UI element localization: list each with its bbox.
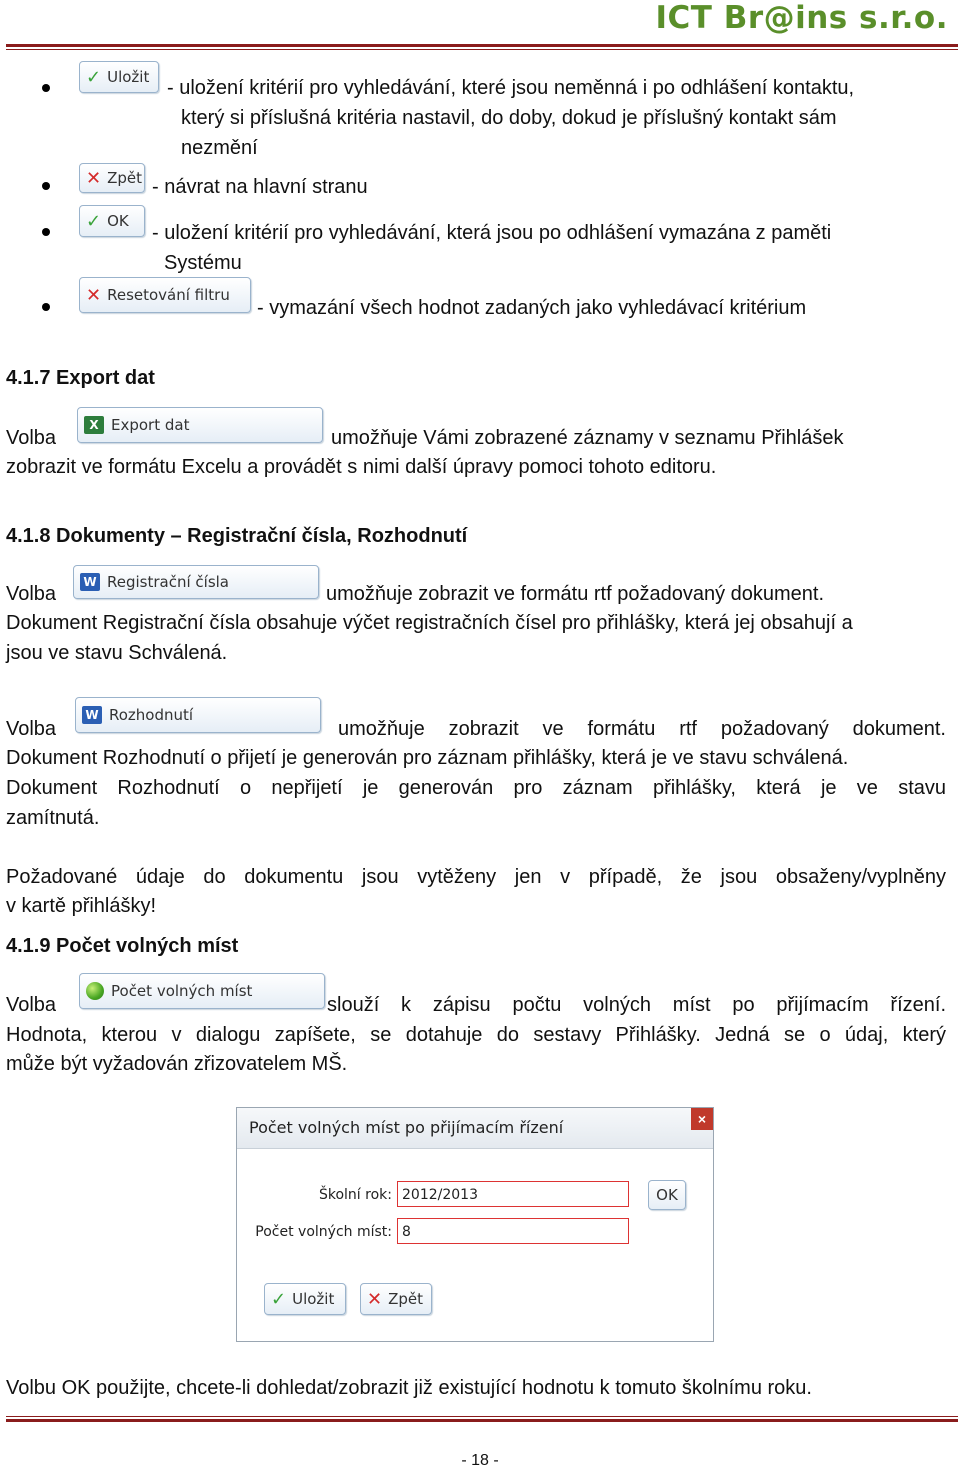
list-item-text: - uložení kritérií pro vyhledávání, které jsou neměnná i po odhlášení kontaktu, — [167, 77, 855, 99]
section-heading-documents: 4.1.8 Dokumenty – Registrační čísla, Rozhodnutí — [6, 525, 468, 547]
ok-button-label: OK — [107, 212, 129, 230]
seats-field[interactable]: 8 — [397, 1218, 629, 1244]
section-heading-seats: 4.1.9 Počet volných míst — [6, 935, 239, 957]
bullet — [42, 182, 50, 190]
reset-filter-button[interactable] — [79, 277, 251, 313]
free-seats-button[interactable] — [79, 973, 325, 1009]
paragraph-text: Požadované údaje do dokumentu jsou vytěženy jen v případě, že jsou obsaženy/vyplněny — [6, 866, 946, 888]
list-item-text: - návrat na hlavní stranu — [152, 176, 368, 198]
volba-label: Volba — [6, 427, 57, 449]
registration-numbers-button[interactable] — [73, 565, 319, 599]
paragraph-text: Dokument Rozhodnutí o nepřijetí je generován pro záznam přihlášky, která je ve stavu — [6, 777, 946, 799]
paragraph-text: Hodnota, kterou v dialogu zapíšete, se dotahuje do sestavy Přihlášky. Jedná se o údaj, který — [6, 1024, 946, 1046]
paragraph-text: může být vyžadován zřizovatelem MŠ. — [6, 1053, 348, 1075]
volba-label: Volba — [6, 583, 57, 605]
paragraph-text: umožňuje Vámi zobrazené záznamy v seznamu Přihlášek — [331, 427, 844, 449]
bullet — [42, 228, 50, 236]
save-button[interactable] — [79, 61, 159, 93]
paragraph-text: umožňuje zobrazit ve formátu rtf požadovaný dokument. — [326, 583, 825, 605]
free-seats-label: Počet volných míst — [111, 982, 253, 1000]
section-heading-export: 4.1.7 Export dat — [6, 367, 155, 389]
word-icon: W — [82, 706, 102, 724]
close-icon: ✕ — [86, 167, 102, 189]
save-button-label: Uložit — [107, 68, 150, 86]
dialog-close-button[interactable]: × — [691, 1108, 713, 1130]
free-seats-dialog — [236, 1107, 714, 1342]
list-item-text: který si příslušná kritéria nastavil, do doby, dokud je příslušný kontakt sám — [181, 107, 837, 129]
page-number: - 18 - — [461, 1452, 499, 1469]
word-icon: W — [80, 573, 100, 591]
back-button[interactable] — [79, 163, 145, 193]
dialog-back-label: Zpět — [388, 1290, 424, 1308]
school-year-field[interactable]: 2012/2013 — [397, 1181, 629, 1207]
check-icon: ✓ — [271, 1288, 287, 1310]
company-logo: ICT Br@ins s.r.o. — [655, 0, 948, 36]
check-icon: ✓ — [86, 66, 102, 88]
seats-label: Počet volných míst: — [255, 1224, 392, 1240]
close-icon: ✕ — [367, 1288, 383, 1310]
bullet — [42, 303, 50, 311]
paragraph-text: zobrazit ve formátu Excelu a provádět s nimi další úpravy pomoci tohoto editoru. — [6, 456, 717, 478]
footer-rule — [6, 1416, 958, 1422]
excel-icon: X — [84, 416, 104, 434]
school-year-label: Školní rok: — [318, 1187, 392, 1203]
dialog-ok-button[interactable] — [648, 1180, 686, 1210]
list-item-text: Systému — [164, 252, 242, 274]
close-icon: ✕ — [86, 284, 102, 306]
dialog-save-button[interactable] — [264, 1283, 346, 1315]
reset-filter-label: Resetování filtru — [107, 286, 230, 304]
paragraph-text: Dokument Registrační čísla obsahuje výčet registračních čísel pro přihlášky, která jej obsahují a — [6, 612, 853, 634]
closing-text: Volbu OK použijte, chcete-li dohledat/zobrazit již existující hodnotu k tomuto školnímu roku. — [6, 1377, 812, 1399]
export-data-button[interactable] — [77, 407, 323, 443]
paragraph-text: jsou ve stavu Schválená. — [6, 642, 228, 664]
list-item-text: - vymazání všech hodnot zadaných jako vyhledávací kritérium — [257, 297, 807, 319]
paragraph-text: zamítnutá. — [6, 807, 100, 829]
volba-label: Volba — [6, 718, 57, 740]
paragraph-text: v kartě přihlášky! — [6, 895, 157, 917]
header-rule — [6, 44, 958, 50]
paragraph-text: umožňuje zobrazit ve formátu rtf požadovaný dokument. — [338, 718, 946, 740]
export-data-label: Export dat — [111, 416, 190, 434]
decision-button[interactable] — [75, 697, 321, 733]
paragraph-text: Dokument Rozhodnutí o přijetí je generován pro záznam přihlášky, která je ve stavu schválená. — [6, 747, 849, 769]
dialog-back-button[interactable] — [360, 1283, 432, 1315]
decision-label: Rozhodnutí — [109, 706, 194, 724]
paragraph-text: slouží k zápisu počtu volných míst po přijímacím řízení. — [327, 994, 946, 1016]
list-item-text: - uložení kritérií pro vyhledávání, která jsou po odhlášení vymazána z paměti — [152, 222, 832, 244]
check-icon: ✓ — [86, 210, 102, 232]
ok-button[interactable] — [79, 205, 145, 237]
dialog-save-label: Uložit — [292, 1290, 335, 1308]
bullet — [42, 84, 50, 92]
list-item-text: nezmění — [181, 137, 258, 159]
volba-label: Volba — [6, 994, 57, 1016]
registration-numbers-label: Registrační čísla — [107, 573, 229, 591]
dialog-ok-label: OK — [656, 1186, 678, 1204]
green-dot-icon — [86, 982, 104, 1000]
dialog-title: Počet volných míst po přijímacím řízení — [237, 1108, 713, 1149]
back-button-label: Zpět — [107, 169, 143, 187]
